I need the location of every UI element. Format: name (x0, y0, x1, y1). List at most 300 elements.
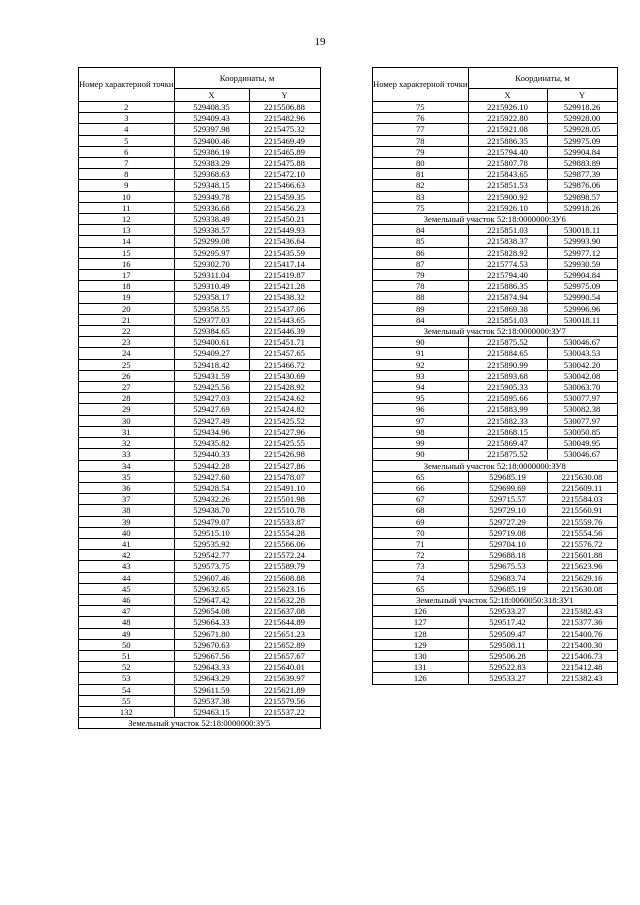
x-coordinate-cell: 2215794.40 (468, 146, 547, 157)
y-coordinate-cell: 2215412.48 (547, 662, 617, 673)
x-coordinate-cell: 2215828.92 (468, 247, 547, 258)
y-coordinate-cell: 529930.59 (547, 258, 617, 269)
table-row (373, 382, 618, 393)
table-row (373, 337, 618, 348)
table-row (79, 494, 321, 505)
y-coordinate-cell: 2215601.88 (547, 550, 617, 561)
x-coordinate-cell: 529463.15 (174, 706, 249, 717)
y-coordinate-cell: 529918.26 (547, 102, 617, 113)
table-row (373, 505, 618, 516)
y-coordinate-cell: 2215382.43 (547, 673, 617, 684)
point-number-cell: 8 (79, 169, 175, 180)
point-number-cell: 44 (79, 572, 175, 583)
point-number-cell: 86 (373, 247, 469, 258)
point-number-cell: 70 (373, 527, 469, 538)
y-coordinate-cell: 2215400.76 (547, 628, 617, 639)
table-row (373, 494, 618, 505)
table-row (373, 169, 618, 180)
point-number-cell: 15 (79, 247, 175, 258)
point-number-cell: 65 (373, 583, 469, 594)
y-coordinate-cell: 2215459.35 (249, 191, 320, 202)
point-number-cell: 3 (79, 113, 175, 124)
table-row (79, 270, 321, 281)
x-coordinate-cell: 529434.96 (174, 426, 249, 437)
x-coordinate-cell: 529688.18 (468, 550, 547, 561)
y-coordinate-cell: 2215559.76 (547, 516, 617, 527)
table-row (373, 438, 618, 449)
x-coordinate-cell: 529654.08 (174, 606, 249, 617)
x-coordinate-cell: 2215882.33 (468, 415, 547, 426)
x-coordinate-cell: 529670.63 (174, 639, 249, 650)
x-coordinate-cell: 529432.26 (174, 494, 249, 505)
point-number-cell: 92 (373, 359, 469, 370)
x-coordinate-cell: 2215875.52 (468, 337, 547, 348)
x-coordinate-cell: 529397.98 (174, 124, 249, 135)
table-row (373, 146, 618, 157)
point-number-cell: 128 (373, 628, 469, 639)
point-number-cell: 40 (79, 527, 175, 538)
table-row (373, 426, 618, 437)
x-coordinate-cell: 529647.42 (174, 594, 249, 605)
x-coordinate-cell: 529632.65 (174, 583, 249, 594)
point-number-cell: 25 (79, 359, 175, 370)
x-coordinate-cell: 2215921.08 (468, 124, 547, 135)
table-row (79, 505, 321, 516)
y-coordinate-cell: 529928.05 (547, 124, 617, 135)
x-coordinate-cell: 529386.19 (174, 146, 249, 157)
y-coordinate-cell: 2215651.23 (249, 628, 320, 639)
x-coordinate-cell: 529295.97 (174, 247, 249, 258)
x-coordinate-cell: 529509.47 (468, 628, 547, 639)
point-number-cell: 77 (373, 124, 469, 135)
x-coordinate-cell: 529302.70 (174, 258, 249, 269)
point-number-header: Номер характерной точки (373, 68, 469, 102)
y-coordinate-cell: 530077.97 (547, 415, 617, 426)
x-coordinate-cell: 529427.60 (174, 471, 249, 482)
y-coordinate-cell: 2215426.98 (249, 449, 320, 460)
y-coordinate-cell: 2215428.92 (249, 382, 320, 393)
table-row (79, 169, 321, 180)
table-row (373, 225, 618, 236)
y-coordinate-cell: 2215449.93 (249, 225, 320, 236)
x-coordinate-cell: 529643.29 (174, 673, 249, 684)
point-number-cell: 17 (79, 270, 175, 281)
coordinates-table-left (78, 67, 321, 729)
header-row (79, 68, 321, 89)
point-number-cell: 48 (79, 617, 175, 628)
table-row (79, 684, 321, 695)
point-number-cell: 66 (373, 482, 469, 493)
x-coordinate-cell: 529428.54 (174, 482, 249, 493)
table-row (79, 538, 321, 549)
coordinates-header: Координаты, м (468, 68, 617, 89)
header-row (373, 68, 618, 89)
table-row (373, 359, 618, 370)
y-coordinate-cell: 2215400.30 (547, 639, 617, 650)
y-coordinate-cell: 2215456.23 (249, 202, 320, 213)
point-number-cell: 6 (79, 146, 175, 157)
y-coordinate-cell: 2215579.56 (249, 695, 320, 706)
point-number-cell: 30 (79, 415, 175, 426)
y-coordinate-cell: 2215630.08 (547, 583, 617, 594)
point-number-cell: 27 (79, 382, 175, 393)
table-row (79, 382, 321, 393)
table-row (373, 606, 618, 617)
x-coordinate-cell: 529338.49 (174, 214, 249, 225)
point-number-cell: 21 (79, 314, 175, 325)
x-coordinate-cell: 2215869.38 (468, 303, 547, 314)
table-row (79, 471, 321, 482)
x-coordinate-cell: 2215875.52 (468, 449, 547, 460)
x-coordinate-cell: 2215843.65 (468, 169, 547, 180)
point-number-header: Номер характерной точки (79, 68, 175, 102)
table-row (79, 527, 321, 538)
x-coordinate-cell: 529506.28 (468, 650, 547, 661)
table-row (79, 415, 321, 426)
x-coordinate-cell: 2215838.37 (468, 236, 547, 247)
coordinates-table-right (372, 67, 618, 685)
point-number-cell: 72 (373, 550, 469, 561)
point-number-cell: 69 (373, 516, 469, 527)
y-coordinate-cell: 2215425.55 (249, 438, 320, 449)
y-coordinate-cell: 2215424.62 (249, 393, 320, 404)
y-coordinate-cell: 2215589.79 (249, 561, 320, 572)
table-row (79, 113, 321, 124)
y-coordinate-cell: 2215491.10 (249, 482, 320, 493)
y-coordinate-cell: 529990.54 (547, 292, 617, 303)
point-number-cell: 46 (79, 594, 175, 605)
y-coordinate-cell: 2215450.21 (249, 214, 320, 225)
y-coordinate-cell: 2215537.22 (249, 706, 320, 717)
point-number-cell: 29 (79, 404, 175, 415)
land-plot-title: Земельный участок 52:18:0000000:ЗУ6 (373, 214, 618, 225)
point-number-cell: 47 (79, 606, 175, 617)
point-number-cell: 49 (79, 628, 175, 639)
point-number-cell: 90 (373, 337, 469, 348)
point-number-cell: 78 (373, 281, 469, 292)
x-coordinate-cell: 529377.03 (174, 314, 249, 325)
y-coordinate-cell: 2215466.72 (249, 359, 320, 370)
point-number-cell: 65 (373, 471, 469, 482)
point-number-cell: 28 (79, 393, 175, 404)
y-coordinate-cell: 2215457.65 (249, 348, 320, 359)
x-coordinate-cell: 529409.27 (174, 348, 249, 359)
y-coordinate-cell: 2215427.86 (249, 460, 320, 471)
x-coordinate-cell: 529368.63 (174, 169, 249, 180)
y-coordinate-cell: 2215639.97 (249, 673, 320, 684)
table-row (373, 415, 618, 426)
point-number-cell: 16 (79, 258, 175, 269)
point-number-cell: 26 (79, 370, 175, 381)
table-row (79, 460, 321, 471)
point-number-cell: 130 (373, 650, 469, 661)
table-row (79, 482, 321, 493)
x-coordinate-cell: 2215869.47 (468, 438, 547, 449)
x-coordinate-cell: 529664.33 (174, 617, 249, 628)
x-coordinate-cell: 529425.56 (174, 382, 249, 393)
point-number-cell: 11 (79, 202, 175, 213)
point-number-cell: 131 (373, 662, 469, 673)
y-coordinate-cell: 2215554.28 (249, 527, 320, 538)
y-coordinate-cell: 530018.11 (547, 225, 617, 236)
y-coordinate-cell: 2215644.89 (249, 617, 320, 628)
x-coordinate-cell: 529522.83 (468, 662, 547, 673)
table-row (373, 281, 618, 292)
y-coordinate-cell: 530043.53 (547, 348, 617, 359)
point-number-cell: 42 (79, 550, 175, 561)
table-row (373, 303, 618, 314)
x-coordinate-cell: 529533.27 (468, 606, 547, 617)
point-number-cell: 127 (373, 617, 469, 628)
table-row (373, 202, 618, 213)
table-row (79, 146, 321, 157)
y-coordinate-cell: 2215427.96 (249, 426, 320, 437)
point-number-cell: 20 (79, 303, 175, 314)
x-coordinate-cell: 2215895.66 (468, 393, 547, 404)
point-number-cell: 50 (79, 639, 175, 650)
point-number-cell: 68 (373, 505, 469, 516)
point-number-cell: 33 (79, 449, 175, 460)
x-coordinate-cell: 2215774.53 (468, 258, 547, 269)
point-number-cell: 126 (373, 673, 469, 684)
point-number-cell: 32 (79, 438, 175, 449)
y-coordinate-cell: 530042.08 (547, 370, 617, 381)
y-coordinate-cell: 2215637.08 (249, 606, 320, 617)
table-row (373, 550, 618, 561)
table-row (373, 158, 618, 169)
y-coordinate-cell: 530046.67 (547, 449, 617, 460)
x-header: X (174, 89, 249, 102)
table-row (79, 314, 321, 325)
point-number-cell: 67 (373, 494, 469, 505)
table-row (79, 404, 321, 415)
table-row (79, 606, 321, 617)
point-number-cell: 83 (373, 191, 469, 202)
y-header: Y (249, 89, 320, 102)
table-row (79, 662, 321, 673)
x-coordinate-cell: 529675.53 (468, 561, 547, 572)
x-coordinate-cell: 2215851.03 (468, 314, 547, 325)
table-row (79, 583, 321, 594)
table-row (79, 706, 321, 717)
y-coordinate-cell: 529918.26 (547, 202, 617, 213)
y-coordinate-cell: 2215417.14 (249, 258, 320, 269)
y-coordinate-cell: 2215472.10 (249, 169, 320, 180)
y-coordinate-cell: 2215621.89 (249, 684, 320, 695)
point-number-cell: 39 (79, 516, 175, 527)
point-number-cell: 38 (79, 505, 175, 516)
table-row (79, 236, 321, 247)
y-coordinate-cell: 2215640.01 (249, 662, 320, 673)
table-row (373, 650, 618, 661)
x-coordinate-cell: 529685.19 (468, 583, 547, 594)
table-row (373, 113, 618, 124)
table-row (373, 471, 618, 482)
y-coordinate-cell: 2215438.32 (249, 292, 320, 303)
x-coordinate-cell: 529704.10 (468, 538, 547, 549)
point-number-cell: 24 (79, 348, 175, 359)
land-plot-title: Земельный участок 52:18:0000000:ЗУ5 (79, 718, 321, 729)
x-coordinate-cell: 529607.46 (174, 572, 249, 583)
table-row (373, 180, 618, 191)
x-coordinate-cell: 529699.69 (468, 482, 547, 493)
table-row (79, 214, 321, 225)
point-number-cell: 31 (79, 426, 175, 437)
point-number-cell: 52 (79, 662, 175, 673)
point-number-cell: 87 (373, 258, 469, 269)
point-number-cell: 76 (373, 113, 469, 124)
y-coordinate-cell: 2215382.43 (547, 606, 617, 617)
y-coordinate-cell: 2215623.96 (547, 561, 617, 572)
table-row (79, 359, 321, 370)
y-coordinate-cell: 529876.06 (547, 180, 617, 191)
point-number-cell: 43 (79, 561, 175, 572)
land-plot-title: Земельный участок 52:18:0000000:ЗУ7 (373, 326, 618, 337)
x-coordinate-cell: 529517.42 (468, 617, 547, 628)
point-number-cell: 91 (373, 348, 469, 359)
point-number-cell: 14 (79, 236, 175, 247)
y-coordinate-cell: 2215377.36 (547, 617, 617, 628)
page-number: 19 (314, 36, 326, 48)
x-coordinate-cell: 2215883.99 (468, 404, 547, 415)
y-coordinate-cell: 529877.39 (547, 169, 617, 180)
y-coordinate-cell: 529883.89 (547, 158, 617, 169)
y-coordinate-cell: 529975.09 (547, 135, 617, 146)
table-row (373, 662, 618, 673)
table-row (79, 572, 321, 583)
x-coordinate-cell: 529685.19 (468, 471, 547, 482)
point-number-cell: 85 (373, 236, 469, 247)
y-coordinate-cell: 530050.85 (547, 426, 617, 437)
x-coordinate-cell: 529438.70 (174, 505, 249, 516)
x-coordinate-cell: 529418.42 (174, 359, 249, 370)
y-coordinate-cell: 2215566.06 (249, 538, 320, 549)
y-coordinate-cell: 2215657.67 (249, 650, 320, 661)
x-coordinate-cell: 529427.03 (174, 393, 249, 404)
x-coordinate-cell: 529358.17 (174, 292, 249, 303)
point-number-cell: 94 (373, 382, 469, 393)
y-coordinate-cell: 2215554.56 (547, 527, 617, 538)
point-number-cell: 19 (79, 292, 175, 303)
table-row (373, 102, 618, 113)
x-coordinate-cell: 529727.29 (468, 516, 547, 527)
y-coordinate-cell: 2215419.87 (249, 270, 320, 281)
point-number-cell: 7 (79, 158, 175, 169)
x-coordinate-cell: 529427.49 (174, 415, 249, 426)
y-coordinate-cell: 529996.96 (547, 303, 617, 314)
x-coordinate-cell: 529409.43 (174, 113, 249, 124)
table-row (79, 617, 321, 628)
table-row (79, 326, 321, 337)
section-row (79, 718, 321, 729)
point-number-cell: 18 (79, 281, 175, 292)
x-coordinate-cell: 529667.56 (174, 650, 249, 661)
y-coordinate-cell: 2215421.28 (249, 281, 320, 292)
x-coordinate-cell: 2215851.03 (468, 225, 547, 236)
table-row (373, 393, 618, 404)
x-header: X (468, 89, 547, 102)
y-coordinate-cell: 2215466.63 (249, 180, 320, 191)
table-row (79, 695, 321, 706)
table-row (79, 348, 321, 359)
table-row (373, 538, 618, 549)
x-coordinate-cell: 529338.57 (174, 225, 249, 236)
x-coordinate-cell: 2215886.35 (468, 281, 547, 292)
x-coordinate-cell: 2215926.10 (468, 102, 547, 113)
table-row (79, 628, 321, 639)
x-coordinate-cell: 529643.33 (174, 662, 249, 673)
table-row (373, 314, 618, 325)
point-number-cell: 23 (79, 337, 175, 348)
point-number-cell: 4 (79, 124, 175, 135)
point-number-cell: 79 (373, 146, 469, 157)
point-number-cell: 51 (79, 650, 175, 661)
point-number-cell: 10 (79, 191, 175, 202)
x-coordinate-cell: 2215922.80 (468, 113, 547, 124)
point-number-cell: 129 (373, 639, 469, 650)
y-coordinate-cell: 2215623.16 (249, 583, 320, 594)
x-coordinate-cell: 2215874.94 (468, 292, 547, 303)
y-coordinate-cell: 2215478.07 (249, 471, 320, 482)
table-row (79, 438, 321, 449)
section-row (373, 214, 618, 225)
y-coordinate-cell: 2215465.89 (249, 146, 320, 157)
section-row (373, 460, 618, 471)
x-coordinate-cell: 529310.49 (174, 281, 249, 292)
y-coordinate-cell: 2215510.78 (249, 505, 320, 516)
land-plot-title: Земельный участок 52:18:0060050:318:ЗУ1 (373, 594, 618, 605)
x-coordinate-cell: 529348.15 (174, 180, 249, 191)
table-row (79, 158, 321, 169)
y-coordinate-cell: 2215424.82 (249, 404, 320, 415)
point-number-cell: 79 (373, 270, 469, 281)
table-row (373, 348, 618, 359)
point-number-cell: 74 (373, 572, 469, 583)
point-number-cell: 82 (373, 180, 469, 191)
y-coordinate-cell: 2215630.08 (547, 471, 617, 482)
table-row (79, 303, 321, 314)
table-row (373, 270, 618, 281)
point-number-cell: 71 (373, 538, 469, 549)
x-coordinate-cell: 529573.75 (174, 561, 249, 572)
table-row (373, 124, 618, 135)
y-coordinate-cell: 529975.09 (547, 281, 617, 292)
x-coordinate-cell: 529683.74 (468, 572, 547, 583)
x-coordinate-cell: 2215926.10 (468, 202, 547, 213)
table-row (373, 583, 618, 594)
point-number-cell: 73 (373, 561, 469, 572)
point-number-cell: 9 (79, 180, 175, 191)
table-row (79, 650, 321, 661)
table-row (373, 370, 618, 381)
point-number-cell: 81 (373, 169, 469, 180)
point-number-cell: 34 (79, 460, 175, 471)
x-coordinate-cell: 529427.69 (174, 404, 249, 415)
table-row (373, 191, 618, 202)
y-coordinate-cell: 2215629.16 (547, 572, 617, 583)
point-number-cell: 45 (79, 583, 175, 594)
table-row (79, 225, 321, 236)
point-number-cell: 97 (373, 415, 469, 426)
x-coordinate-cell: 2215900.92 (468, 191, 547, 202)
table-row (373, 292, 618, 303)
y-coordinate-cell: 2215506.88 (249, 102, 320, 113)
y-coordinate-cell: 2215609.11 (547, 482, 617, 493)
y-coordinate-cell: 529904.84 (547, 146, 617, 157)
x-coordinate-cell: 529349.78 (174, 191, 249, 202)
y-coordinate-cell: 2215436.64 (249, 236, 320, 247)
table-row (373, 236, 618, 247)
